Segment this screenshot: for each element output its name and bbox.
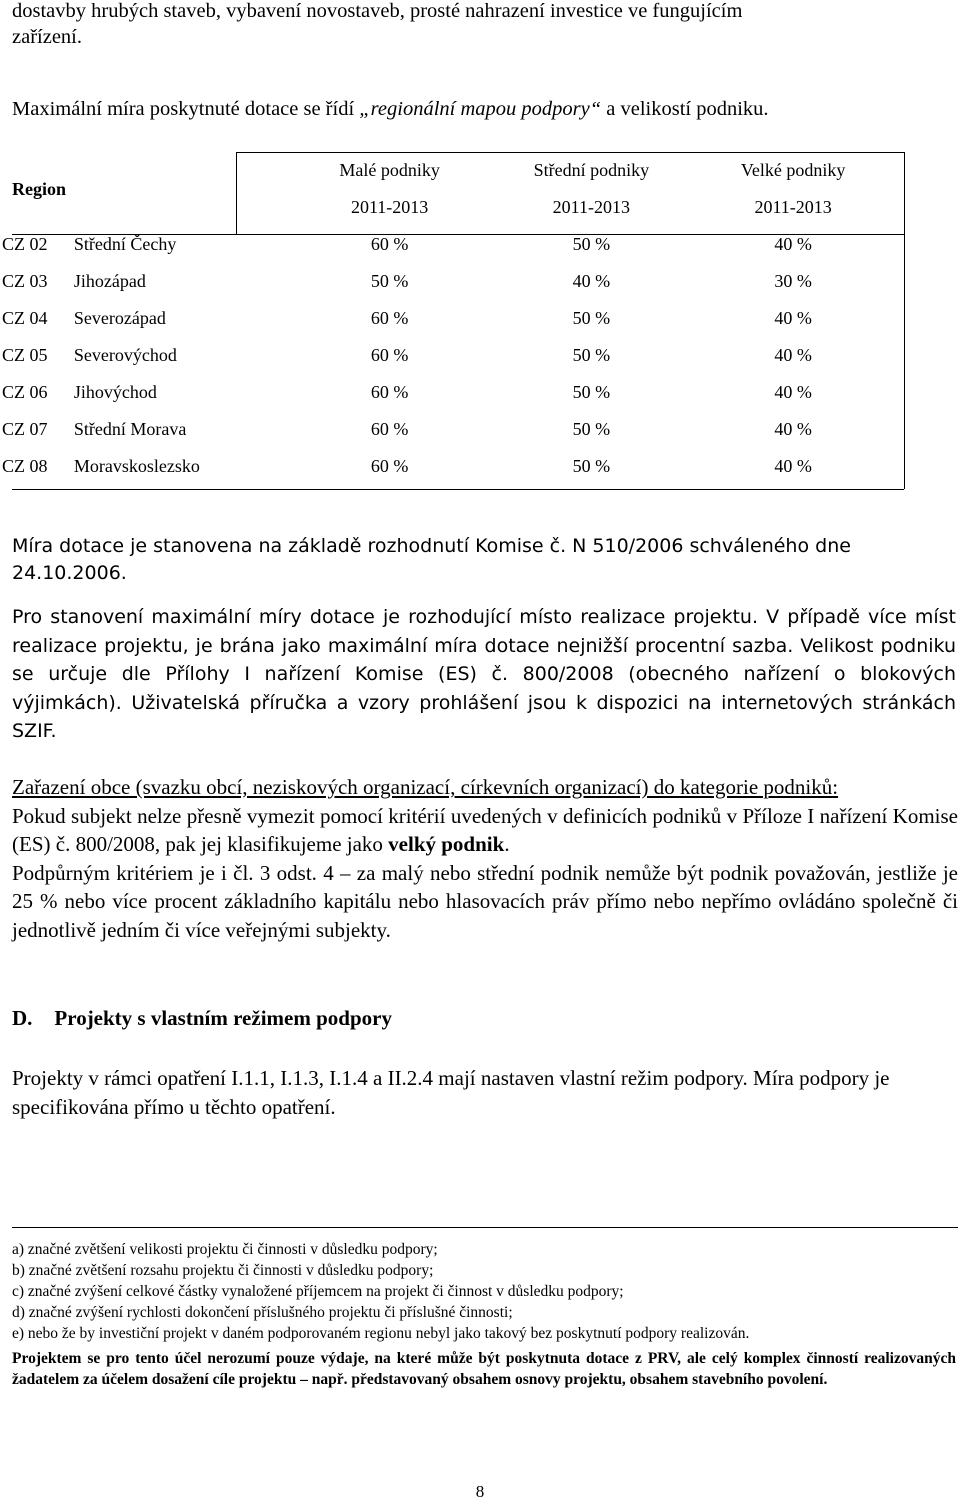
region-name: Severovýchod	[73, 345, 177, 365]
rate-medium: 50 %	[572, 456, 611, 476]
region-name: Severozápad	[73, 308, 166, 328]
location-block	[12, 603, 956, 746]
rate-large: 40 %	[774, 234, 812, 254]
region-code: CZ 06	[2, 382, 48, 402]
region-code: CZ 02	[2, 234, 48, 254]
table-right-border	[904, 152, 905, 489]
region-code: CZ 03	[2, 271, 48, 291]
max-rate-text: Maximální míra poskytnuté dotace se řídí	[12, 98, 355, 120]
table-header-divider	[12, 234, 904, 235]
region-name: Moravskoslezsko	[73, 456, 200, 476]
col-header-large: Velké podniky	[740, 160, 846, 180]
region-header: Region	[12, 178, 66, 199]
support-rate-table	[2, 152, 894, 485]
decision-line-2: 24.10.2006.	[12, 562, 127, 584]
max-rate-paragraph	[12, 96, 956, 122]
table-row	[2, 411, 894, 448]
rate-small: 60 %	[370, 382, 409, 402]
rate-medium: 50 %	[572, 382, 611, 402]
table-row	[2, 263, 894, 300]
municipality-text-b: .	[504, 832, 510, 856]
col-year-large: 2011-2013	[754, 197, 832, 217]
decision-line-1: Míra dotace je stanovena na základě rozhodnutí Komise č. N 510/2006 schváleného dne	[12, 535, 851, 557]
rate-large: 40 %	[774, 419, 812, 439]
rate-small: 60 %	[370, 308, 409, 328]
table-row	[2, 374, 894, 411]
table-header-row	[2, 152, 894, 189]
section-d-title: Projekty s vlastním režimem podpory	[54, 1006, 392, 1030]
rate-small: 50 %	[370, 271, 409, 291]
rate-medium: 50 %	[572, 419, 611, 439]
municipality-paragraph	[12, 773, 958, 944]
large-enterprise-term: velký podnik	[388, 832, 505, 856]
intro-paragraph	[12, 0, 956, 50]
footnote-d: d) značné zvýšení rychlosti dokončení příslušného projektu či příslušné činnosti;	[12, 1304, 513, 1321]
region-name: Jihozápad	[73, 271, 146, 291]
col-year-small: 2011-2013	[350, 197, 429, 217]
location-text-c: Velikost podniku se určuje dle Přílohy I nařízení Komise (ES) č.	[12, 634, 957, 685]
location-text-e: Uživatelská příručka a vzory prohlášení jsou k dispozici na internetových stránkách SZIF.	[12, 691, 956, 742]
municipality-text-c: Podpůrným kritériem je i čl. 3 odst. 4 – za malý nebo střední podnik nemůže být podnik považován, jestliže je 25 % nebo více procent základního kapitálu nebo hlasovacích práv přímo nebo nepřímo ovládáno společně či jednotlivě jedním či více veřejnými subjekty.	[12, 860, 958, 942]
location-text-d: 800/2008 (obecného nařízení o blokových výjimkách).	[12, 663, 956, 714]
footnote-a: a) značné zvětšení velikosti projektu či činnosti v důsledku podpory;	[12, 1241, 438, 1258]
location-text-b: V případě více míst realizace projektu, je brána jako maximální míra dotace nejnižší procentní sazba.	[12, 606, 957, 657]
location-paragraph	[12, 603, 956, 746]
region-code: CZ 07	[2, 419, 48, 439]
rate-large: 40 %	[774, 456, 812, 476]
rate-medium: 50 %	[572, 308, 611, 328]
col-header-medium: Střední podniky	[533, 160, 650, 180]
table-top-border	[236, 152, 904, 153]
intro-line-1: dostavby hrubých staveb, vybavení novostaveb, prosté nahrazení investice ve fungujícím	[12, 0, 743, 22]
regional-map-phrase: „regionální mapou podpory“	[359, 98, 602, 120]
rate-large: 40 %	[774, 382, 812, 402]
rate-small: 60 %	[370, 234, 409, 254]
municipality-block	[12, 773, 958, 944]
section-d-heading	[12, 1006, 958, 1031]
table-row	[2, 337, 894, 374]
region-name: Střední Čechy	[73, 234, 177, 254]
footnote-rule	[12, 1227, 958, 1228]
rate-large: 40 %	[774, 345, 812, 365]
section-d-letter: D.	[12, 1006, 33, 1030]
rate-small: 60 %	[370, 345, 409, 365]
section-d-paragraph: Projekty v rámci opatření I.1.1, I.1.3, I.1.4 a II.2.4 mají nastaven vlastní režim podpory. Míra podpory je specifikována přímo u těchto opatření.	[12, 1066, 890, 1119]
col-year-medium: 2011-2013	[552, 197, 630, 217]
municipality-heading: Zařazení obce (svazku obcí, neziskových organizací, církevních organizací) do kategorie podniků:	[12, 775, 839, 799]
region-code: CZ 05	[2, 345, 48, 365]
rate-medium: 50 %	[572, 345, 611, 365]
table-row	[2, 226, 894, 263]
table-row	[2, 300, 894, 337]
table-inner-left-border	[236, 152, 237, 234]
rate-medium: 50 %	[572, 234, 611, 254]
footnote-b: b) značné zvětšení rozsahu projektu či činnosti v důsledku podpory;	[12, 1262, 434, 1279]
region-code: CZ 04	[2, 308, 48, 328]
rate-large: 30 %	[774, 271, 812, 291]
region-name: Jihovýchod	[73, 382, 157, 402]
intro-line-2: zařízení.	[12, 26, 82, 48]
footnote-bold-note: Projektem se pro tento účel nerozumí pouze výdaje, na které může být poskytnuta dotace z PRV, ale celý komplex činností realizovaných žadatelem za účelem dosažení cíle projektu – např. představovaný obsahem osnovy projektu, obsahem stavebního povolení.	[12, 1350, 956, 1388]
region-code: CZ 08	[2, 456, 48, 476]
decision-block	[12, 533, 956, 587]
rate-large: 40 %	[774, 308, 812, 328]
table-row	[2, 448, 894, 485]
table-bottom-border	[12, 489, 904, 490]
page-number: 8	[475, 1482, 485, 1501]
region-name: Střední Morava	[73, 419, 187, 439]
rate-small: 60 %	[370, 456, 409, 476]
max-rate-text-end: a velikostí podniku.	[606, 98, 769, 120]
decision-paragraph	[12, 533, 956, 587]
section-d-body	[12, 1064, 956, 1122]
rate-small: 60 %	[370, 419, 409, 439]
footnote-c: c) značné zvýšení celkové částky vynaložené příjemcem na projekt či činnost v důsledku podpory;	[12, 1283, 624, 1300]
footnote-e: e) nebo že by investiční projekt v daném podporovaném regionu nebyl jako takový bez poskytnutí podpory realizován.	[12, 1325, 750, 1342]
col-header-small: Malé podniky	[339, 160, 440, 180]
footnotes-block	[12, 1239, 956, 1390]
rate-medium: 40 %	[572, 271, 611, 291]
location-text-a: Pro stanovení maximální míry dotace je rozhodující místo realizace projektu.	[12, 606, 758, 628]
municipality-text-a: Pokud subjekt nelze přesně vymezit pomocí kritérií uvedených v definicích podniků v Příloze I nařízení Komise (ES) č. 800/2008, pak jej klasifikujeme jako	[12, 803, 958, 856]
